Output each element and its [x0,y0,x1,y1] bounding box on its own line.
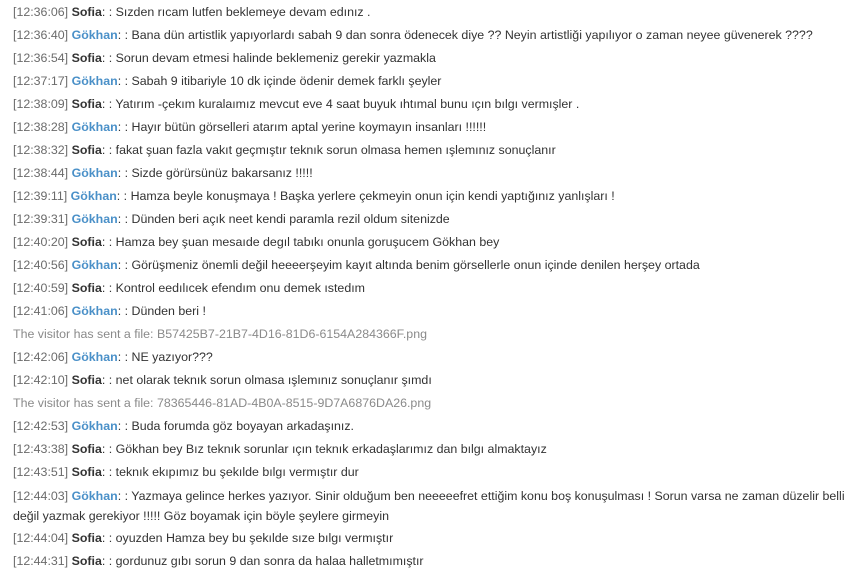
message-timestamp: [12:44:03] [13,489,69,503]
message-timestamp: [12:38:32] [13,143,69,157]
chat-message: [12:36:40] Gökhan: : Bana dün artistlik yapıyorlardı sabah 9 dan sonra ödenecek diye ?? Neyin artistliği yapılıyor o zaman neyee güvenerek ???? [13,28,813,42]
chat-message: [12:41:06] Gökhan: : Dünden beri ! [13,304,206,318]
message-timestamp: [12:38:44] [13,166,69,180]
message-text: oyuzden Hamza bey bu şekılde sıze bılgı vermıştır [115,531,394,545]
message-text: Dünden beri açık neet kendi paramla rezil oldum sitenizde [131,212,450,226]
chat-message: [12:43:38] Sofia: : Gökhan bey Bız teknık sorunlar ıçın teknık erkadaşlarımız dan bılgı almaktayız [13,442,547,456]
message-sender: Gökhan [71,212,118,226]
chat-message: [12:38:28] Gökhan: : Hayır bütün görselleri atarım aptal yerine koymayın insanları !!!!!! [13,120,487,134]
message-timestamp: [12:40:56] [13,258,69,272]
message-sender: Gökhan [71,28,118,42]
message-timestamp: [12:38:28] [13,120,69,134]
message-sender: Sofia [71,235,102,249]
message-text: Görüşmeniz önemli değil heeeerşeyim kayıt altında benim görsellerle onun içinde denilen herşey ortada [131,258,700,272]
system-notice-text: The visitor has sent a file: [13,327,157,341]
message-timestamp: [12:41:06] [13,304,69,318]
message-timestamp: [12:38:09] [13,97,69,111]
message-text: Sızden rıcam lutfen beklemeye devam edınız . [115,5,371,19]
message-sender: Sofia [71,531,102,545]
message-timestamp: [12:44:04] [13,531,69,545]
message-sender: Gökhan [71,419,118,433]
chat-message: [12:38:44] Gökhan: : Sizde görürsünüz bakarsanız !!!!! [13,166,313,180]
message-timestamp: [12:39:11] [13,189,68,203]
message-sender: Sofia [71,5,102,19]
chat-message: [12:37:17] Gökhan: : Sabah 9 itibariyle 10 dk içinde ödenir demek farklı şeyler [13,74,442,88]
chat-message: [12:40:20] Sofia: : Hamza bey şuan mesaıde degıl tabıkı onunla goruşucem Gökhan bey [13,235,500,249]
chat-message: [12:38:32] Sofia: : fakat şuan fazla vakıt geçmıştır teknık sorun olmasa hemen ışlemınız sonuçlanır [13,143,556,157]
message-sender: Sofia [71,51,102,65]
message-timestamp: [12:36:54] [13,51,69,65]
message-sender: Sofia [71,373,102,387]
system-notice-text: The visitor has sent a file: [13,396,157,410]
message-sender: Sofia [71,442,102,456]
message-timestamp: [12:36:40] [13,28,69,42]
message-sender: Gökhan [71,304,118,318]
chat-message: [12:44:04] Sofia: : oyuzden Hamza bey bu şekılde sıze bılgı vermıştır [13,531,394,545]
chat-message: [12:42:06] Gökhan: : NE yazıyor??? [13,350,213,364]
message-timestamp: [12:36:06] [13,5,69,19]
attached-file-name[interactable]: 78365446-81AD-4B0A-8515-9D7A6876DA26.png [156,396,432,410]
message-text: Sabah 9 itibariyle 10 dk içinde ödenir demek farklı şeyler [131,74,442,88]
message-text: Buda forumda göz boyayan arkadaşınız. [131,419,354,433]
chat-message: [12:36:54] Sofia: : Sorun devam etmesi halinde beklemeniz gerekir yazmakla [13,51,436,65]
chat-message: [12:44:31] Sofia: : gordunuz gıbı sorun 9 dan sonra da halaa halletmımıştır [13,554,424,568]
message-timestamp: [12:42:10] [13,373,69,387]
message-timestamp: [12:40:59] [13,281,69,295]
message-text: NE yazıyor??? [131,350,213,364]
message-sender: Gökhan [71,489,118,503]
message-timestamp: [12:40:20] [13,235,69,249]
message-timestamp: [12:42:53] [13,419,69,433]
message-timestamp: [12:43:38] [13,442,69,456]
attached-file-name[interactable]: B57425B7-21B7-4D16-81D6-6154A284366F.png [156,327,427,341]
message-text: Gökhan bey Bız teknık sorunlar ıçın teknık erkadaşlarımız dan bılgı almaktayız [115,442,547,456]
message-text: Hayır bütün görselleri atarım aptal yerine koymayın insanları !!!!!! [131,120,487,134]
message-timestamp: [12:43:51] [13,465,69,479]
chat-message: [12:39:31] Gökhan: : Dünden beri açık neet kendi paramla rezil oldum sitenizde [13,212,450,226]
message-sender: Gökhan [71,74,118,88]
chat-message: [12:44:03] Gökhan: : Yazmaya gelince herkes yazıyor. Sinir olduğum ben neeeeefret ettiğim konu boş konuşulması ! Sorun varsa ne zaman düzelir belli değil yazmak gerekiyor !!!!! Göz boyamak için böyle şeylere girmeyin [13,489,845,523]
message-text: Bana dün artistlik yapıyorlardı sabah 9 dan sonra ödenecek diye ?? Neyin artistliği yapılıyor o zaman neyee güvenerek ???? [131,28,813,42]
message-text: Sorun devam etmesi halinde beklemeniz gerekir yazmakla [115,51,436,65]
message-text: Hamza bey şuan mesaıde degıl tabıkı onunla goruşucem Gökhan bey [115,235,500,249]
message-text: teknık ekıpımız bu şekılde bılgı vermıştır dur [115,465,359,479]
message-sender: Sofia [71,465,102,479]
message-sender: Gökhan [71,166,118,180]
chat-message: [12:43:51] Sofia: : teknık ekıpımız bu şekılde bılgı vermıştır dur [13,465,359,479]
message-sender: Gökhan [71,120,118,134]
message-sender: Sofia [71,281,102,295]
system-file-notice [13,323,851,346]
chat-message: [12:40:56] Gökhan: : Görüşmeniz önemli değil heeeerşeyim kayıt altında benim görsellerle onun içinde denilen herşey ortada [13,258,700,272]
message-timestamp: [12:39:31] [13,212,69,226]
message-sender: Gökhan [70,189,117,203]
message-text: Sizde görürsünüz bakarsanız !!!!! [131,166,313,180]
message-sender: Sofia [71,143,102,157]
message-sender: Gökhan [71,350,118,364]
message-sender: Sofia [71,554,102,568]
chat-message: [12:42:53] Gökhan: : Buda forumda göz boyayan arkadaşınız. [13,419,354,433]
message-text: Kontrol eedılıcek efendım onu demek ıstedım [115,281,365,295]
message-sender: Sofia [71,97,102,111]
chat-message: [12:40:59] Sofia: : Kontrol eedılıcek efendım onu demek ıstedım [13,281,365,295]
message-text: fakat şuan fazla vakıt geçmıştır teknık sorun olmasa hemen ışlemınız sonuçlanır [115,143,556,157]
chat-message: [12:39:11] Gökhan: : Hamza beyle konuşmaya ! Başka yerlere çekmeyin onun için kendi yaptığınız yanlışları ! [13,189,615,203]
message-text: Hamza beyle konuşmaya ! Başka yerlere çekmeyin onun için kendi yaptığınız yanlışları ! [130,189,615,203]
message-text: Yatırım -çekım kuralaımız mevcut eve 4 saat buyuk ıhtımal bunu ıçın bılgı vermışler . [115,97,580,111]
message-text: gordunuz gıbı sorun 9 dan sonra da halaa halletmımıştır [115,554,424,568]
chat-message: [12:38:09] Sofia: : Yatırım -çekım kuralaımız mevcut eve 4 saat buyuk ıhtımal bunu ıçın bılgı vermışler . [13,97,580,111]
message-timestamp: [12:42:06] [13,350,69,364]
message-sender: Gökhan [71,258,118,272]
system-file-notice [13,392,851,415]
message-timestamp: [12:37:17] [13,74,69,88]
message-text: Dünden beri ! [131,304,206,318]
chat-message: [12:36:06] Sofia: : Sızden rıcam lutfen beklemeye devam edınız . [13,5,371,19]
message-text: net olarak teknık sorun olmasa ışlemınız sonuçlanır şımdı [115,373,432,387]
chat-message: [12:42:10] Sofia: : net olarak teknık sorun olmasa ışlemınız sonuçlanır şımdı [13,373,432,387]
message-text: Yazmaya gelince herkes yazıyor. Sinir olduğum ben neeeeefret ettiğim konu boş konuşulması ! Sorun varsa ne zaman düzelir belli değil yazmak gerekiyor !!!!! Göz boyamak için böyle şeylere girmeyin [13,489,845,523]
message-timestamp: [12:44:31] [13,554,69,568]
